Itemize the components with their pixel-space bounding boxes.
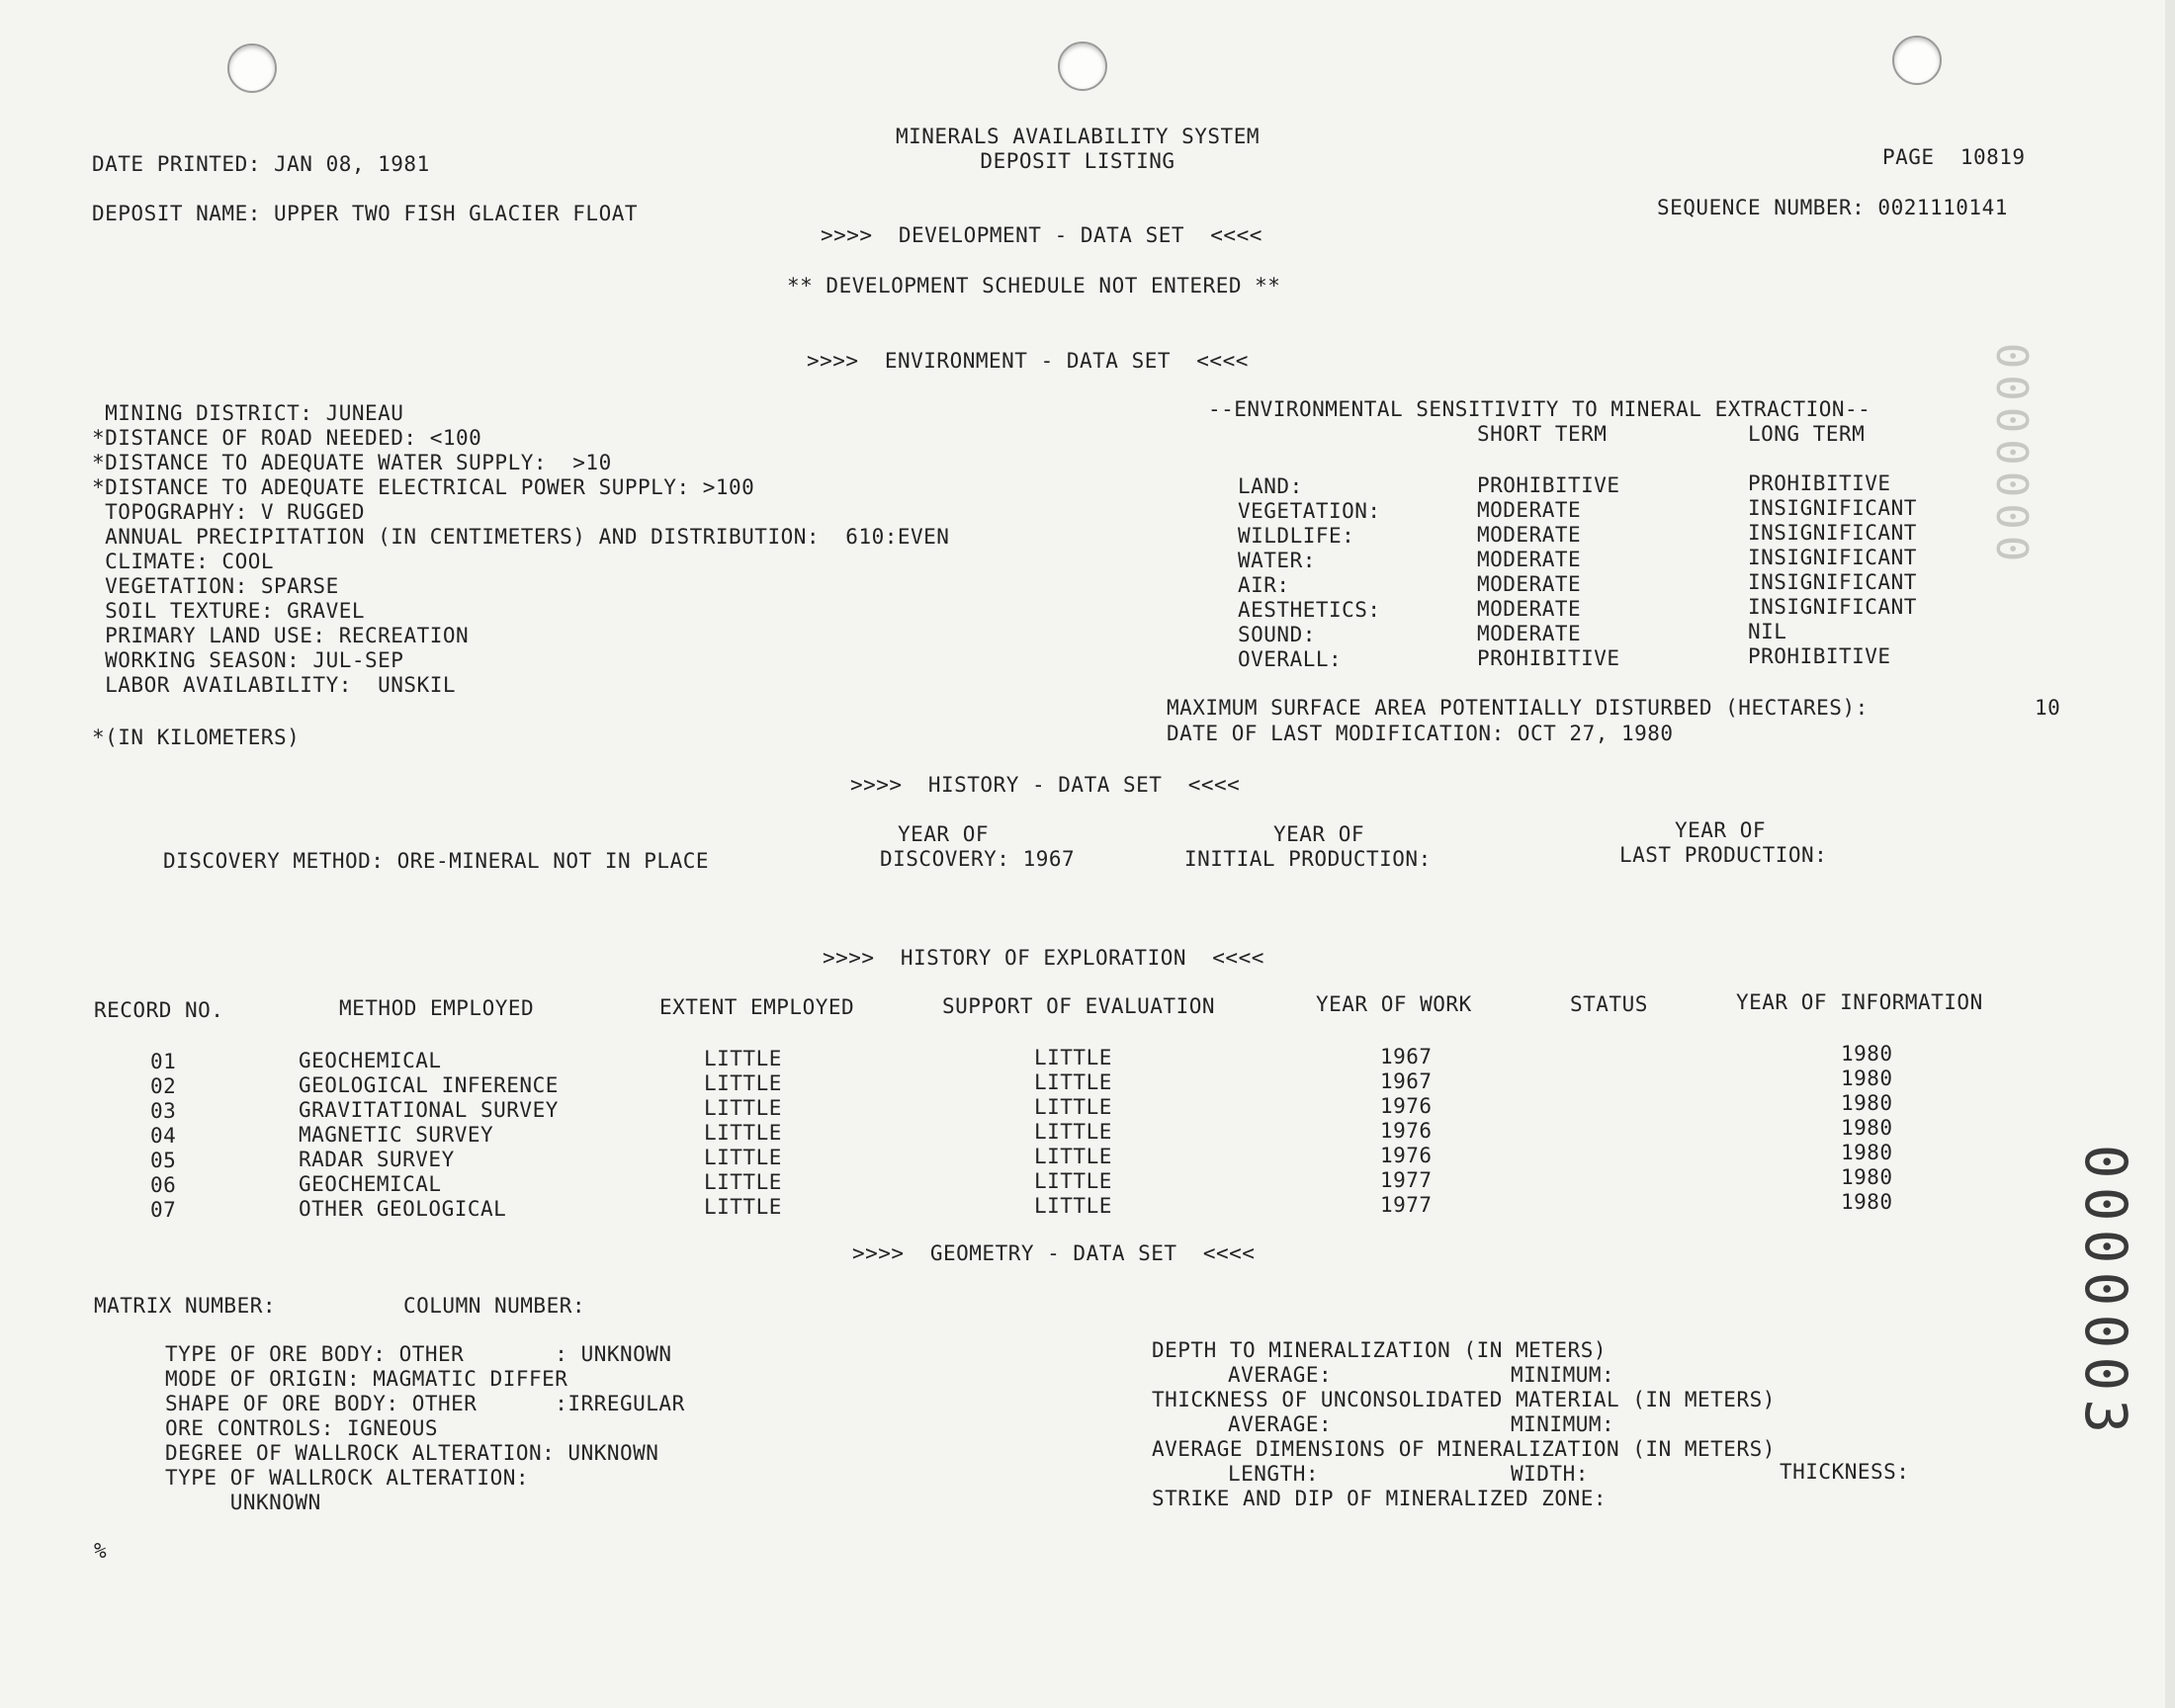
record-no: 04 bbox=[150, 1124, 177, 1148]
environment-heading: >>>> ENVIRONMENT - DATA SET <<<< bbox=[807, 349, 1249, 373]
discovery-year: DISCOVERY: 1967 bbox=[880, 847, 1076, 871]
environment-line: *DISTANCE OF ROAD NEEDED: <100 bbox=[92, 426, 482, 450]
sensitivity-long: INSIGNIFICANT bbox=[1748, 546, 1917, 569]
sensitivity-long: INSIGNIFICANT bbox=[1748, 595, 1917, 619]
kilometers-footnote: *(IN KILOMETERS) bbox=[92, 726, 301, 749]
sensitivity-long: PROHIBITIVE bbox=[1748, 644, 1891, 668]
method: GEOCHEMICAL bbox=[299, 1172, 442, 1196]
column-header: SUPPORT OF EVALUATION bbox=[942, 994, 1216, 1018]
geometry-line: TYPE OF ORE BODY: OTHER : UNKNOWN bbox=[165, 1342, 672, 1366]
last-modification: DATE OF LAST MODIFICATION: OCT 27, 1980 bbox=[1167, 722, 1674, 745]
sensitivity-label: OVERALL: bbox=[1238, 647, 1343, 671]
sensitivity-label: AIR: bbox=[1238, 573, 1290, 597]
extent: LITTLE bbox=[704, 1096, 782, 1120]
discovery-year-label: YEAR OF bbox=[898, 822, 990, 846]
environment-line: WORKING SEASON: JUL-SEP bbox=[92, 648, 404, 672]
sensitivity-label: SOUND: bbox=[1238, 623, 1316, 646]
extent: LITTLE bbox=[704, 1170, 782, 1194]
column-number: COLUMN NUMBER: bbox=[403, 1294, 586, 1318]
record-no: 02 bbox=[150, 1074, 177, 1098]
geometry-line: DEGREE OF WALLROCK ALTERATION: UNKNOWN bbox=[165, 1441, 659, 1465]
method: GRAVITATIONAL SURVEY bbox=[299, 1098, 559, 1122]
sensitivity-short: MODERATE bbox=[1477, 572, 1582, 596]
column-header: YEAR OF WORK bbox=[1316, 992, 1472, 1016]
column-header: RECORD NO. bbox=[94, 998, 224, 1022]
listing-title: DEPOSIT LISTING bbox=[980, 149, 1175, 173]
support: LITTLE bbox=[1034, 1046, 1112, 1069]
geometry-heading: >>>> GEOMETRY - DATA SET <<<< bbox=[852, 1241, 1256, 1265]
sensitivity-long: PROHIBITIVE bbox=[1748, 471, 1891, 495]
dimension-thickness: THICKNESS: bbox=[1780, 1460, 1910, 1484]
dimension-length: LENGTH: bbox=[1228, 1462, 1320, 1486]
geometry-line: SHAPE OF ORE BODY: OTHER :IRREGULAR bbox=[165, 1392, 685, 1415]
extent: LITTLE bbox=[704, 1195, 782, 1219]
method: MAGNETIC SURVEY bbox=[299, 1123, 494, 1147]
sensitivity-short: MODERATE bbox=[1477, 597, 1582, 621]
year-of-work: 1976 bbox=[1380, 1094, 1433, 1118]
column-header: METHOD EMPLOYED bbox=[339, 996, 535, 1020]
method: RADAR SURVEY bbox=[299, 1148, 455, 1171]
depth-minimum: MINIMUM: bbox=[1511, 1363, 1615, 1387]
column-header: STATUS bbox=[1570, 992, 1648, 1016]
year-of-work: 1976 bbox=[1380, 1144, 1433, 1167]
long-term-header: LONG TERM bbox=[1748, 422, 1866, 446]
sensitivity-long: INSIGNIFICANT bbox=[1748, 570, 1917, 594]
extent: LITTLE bbox=[704, 1047, 782, 1070]
extent: LITTLE bbox=[704, 1121, 782, 1145]
environment-line: PRIMARY LAND USE: RECREATION bbox=[92, 624, 470, 647]
year-of-information: 1980 bbox=[1841, 1165, 1893, 1189]
sensitivity-label: LAND: bbox=[1238, 474, 1303, 498]
max-surface-value: 10 bbox=[2035, 696, 2061, 720]
geometry-line: MODE OF ORIGIN: MAGMATIC DIFFER bbox=[165, 1367, 568, 1391]
page-edge bbox=[2165, 0, 2175, 1708]
margin-stamp: 0000003 bbox=[2072, 1144, 2139, 1441]
column-header: YEAR OF INFORMATION bbox=[1736, 990, 1983, 1014]
column-header: EXTENT EMPLOYED bbox=[659, 995, 855, 1019]
geometry-line: UNKNOWN bbox=[165, 1491, 321, 1514]
page-number: PAGE 10819 bbox=[1882, 145, 2026, 169]
environment-line: *DISTANCE TO ADEQUATE WATER SUPPLY: >10 bbox=[92, 451, 612, 474]
short-term-header: SHORT TERM bbox=[1477, 422, 1608, 446]
depth-average: AVERAGE: bbox=[1228, 1363, 1333, 1387]
sequence-number: SEQUENCE NUMBER: 0021110141 bbox=[1657, 196, 2008, 219]
support: LITTLE bbox=[1034, 1070, 1112, 1094]
sensitivity-label: VEGETATION: bbox=[1238, 499, 1381, 523]
environment-line: SOIL TEXTURE: GRAVEL bbox=[92, 599, 366, 623]
support: LITTLE bbox=[1034, 1145, 1112, 1168]
year-of-work: 1967 bbox=[1380, 1045, 1433, 1068]
year-of-information: 1980 bbox=[1841, 1067, 1893, 1090]
year-of-work: 1977 bbox=[1380, 1193, 1433, 1217]
sensitivity-short: MODERATE bbox=[1477, 523, 1582, 547]
sensitivity-title: --ENVIRONMENTAL SENSITIVITY TO MINERAL EXTRACTION-- bbox=[1208, 397, 1871, 421]
support: LITTLE bbox=[1034, 1169, 1112, 1193]
history-heading: >>>> HISTORY - DATA SET <<<< bbox=[850, 773, 1241, 797]
geometry-line: ORE CONTROLS: IGNEOUS bbox=[165, 1416, 439, 1440]
environment-line: *DISTANCE TO ADEQUATE ELECTRICAL POWER SUPPLY: >100 bbox=[92, 475, 755, 499]
year-of-information: 1980 bbox=[1841, 1190, 1893, 1214]
support: LITTLE bbox=[1034, 1120, 1112, 1144]
initial-production: INITIAL PRODUCTION: bbox=[1184, 847, 1432, 871]
deposit-name: DEPOSIT NAME: UPPER TWO FISH GLACIER FLOAT bbox=[92, 202, 639, 225]
dimension-width: WIDTH: bbox=[1511, 1462, 1589, 1486]
environment-line: CLIMATE: COOL bbox=[92, 550, 275, 573]
sensitivity-label: AESTHETICS: bbox=[1238, 598, 1381, 622]
sensitivity-short: MODERATE bbox=[1477, 498, 1582, 522]
sensitivity-short: PROHIBITIVE bbox=[1477, 473, 1620, 497]
environment-line: ANNUAL PRECIPITATION (IN CENTIMETERS) AND DISTRIBUTION: 610:EVEN bbox=[92, 525, 950, 549]
year-of-information: 1980 bbox=[1841, 1141, 1893, 1164]
sensitivity-label: WILDLIFE: bbox=[1238, 524, 1355, 548]
extent: LITTLE bbox=[704, 1146, 782, 1169]
year-of-information: 1980 bbox=[1841, 1091, 1893, 1115]
year-of-work: 1976 bbox=[1380, 1119, 1433, 1143]
last-production: LAST PRODUCTION: bbox=[1619, 843, 1828, 867]
method: GEOCHEMICAL bbox=[299, 1049, 442, 1072]
system-title: MINERALS AVAILABILITY SYSTEM bbox=[895, 125, 1260, 148]
exploration-heading: >>>> HISTORY OF EXPLORATION <<<< bbox=[823, 946, 1264, 970]
sensitivity-label: WATER: bbox=[1238, 549, 1316, 572]
binder-hole-left bbox=[227, 43, 277, 93]
matrix-number: MATRIX NUMBER: bbox=[94, 1294, 277, 1318]
method: GEOLOGICAL INFERENCE bbox=[299, 1073, 559, 1097]
record-no: 07 bbox=[150, 1198, 177, 1222]
sensitivity-long: INSIGNIFICANT bbox=[1748, 521, 1917, 545]
record-no: 06 bbox=[150, 1173, 177, 1197]
discovery-method: DISCOVERY METHOD: ORE-MINERAL NOT IN PLACE bbox=[163, 849, 710, 873]
thickness-average: AVERAGE: bbox=[1228, 1412, 1333, 1436]
year-of-information: 1980 bbox=[1841, 1116, 1893, 1140]
record-no: 05 bbox=[150, 1149, 177, 1172]
initial-production-year-label: YEAR OF bbox=[1273, 822, 1365, 846]
extent: LITTLE bbox=[704, 1071, 782, 1095]
faded-margin-stamp: 0000000 bbox=[1986, 342, 2038, 567]
support: LITTLE bbox=[1034, 1095, 1112, 1119]
environment-line: LABOR AVAILABILITY: UNSKIL bbox=[92, 673, 457, 697]
binder-hole-right bbox=[1892, 36, 1942, 85]
support: LITTLE bbox=[1034, 1194, 1112, 1218]
last-production-year-label: YEAR OF bbox=[1675, 818, 1767, 842]
year-of-work: 1967 bbox=[1380, 1069, 1433, 1093]
environment-line: MINING DISTRICT: JUNEAU bbox=[92, 401, 404, 425]
thickness-minimum: MINIMUM: bbox=[1511, 1412, 1615, 1436]
strike-dip: STRIKE AND DIP OF MINERALIZED ZONE: bbox=[1152, 1487, 1608, 1510]
record-no: 03 bbox=[150, 1099, 177, 1123]
date-printed: DATE PRINTED: JAN 08, 1981 bbox=[92, 152, 430, 176]
development-note: ** DEVELOPMENT SCHEDULE NOT ENTERED ** bbox=[787, 274, 1281, 298]
record-no: 01 bbox=[150, 1050, 177, 1073]
depth-title: DEPTH TO MINERALIZATION (IN METERS) bbox=[1152, 1338, 1608, 1362]
max-surface-label: MAXIMUM SURFACE AREA POTENTIALLY DISTURBED (HECTARES): bbox=[1167, 696, 1869, 720]
sensitivity-short: MODERATE bbox=[1477, 548, 1582, 571]
method: OTHER GEOLOGICAL bbox=[299, 1197, 507, 1221]
geometry-line: TYPE OF WALLROCK ALTERATION: bbox=[165, 1466, 530, 1490]
sensitivity-long: INSIGNIFICANT bbox=[1748, 496, 1917, 520]
environment-line: VEGETATION: SPARSE bbox=[92, 574, 339, 598]
year-of-information: 1980 bbox=[1841, 1042, 1893, 1066]
binder-hole-center bbox=[1058, 42, 1107, 91]
sensitivity-long: NIL bbox=[1748, 620, 1787, 643]
year-of-work: 1977 bbox=[1380, 1168, 1433, 1192]
sensitivity-short: MODERATE bbox=[1477, 622, 1582, 645]
dimensions-title: AVERAGE DIMENSIONS OF MINERALIZATION (IN METERS) bbox=[1152, 1437, 1776, 1461]
environment-line: TOPOGRAPHY: V RUGGED bbox=[92, 500, 366, 524]
development-heading: >>>> DEVELOPMENT - DATA SET <<<< bbox=[821, 223, 1262, 247]
thickness-title: THICKNESS OF UNCONSOLIDATED MATERIAL (IN METERS) bbox=[1152, 1388, 1776, 1411]
sensitivity-short: PROHIBITIVE bbox=[1477, 646, 1620, 670]
end-mark: % bbox=[94, 1539, 108, 1563]
